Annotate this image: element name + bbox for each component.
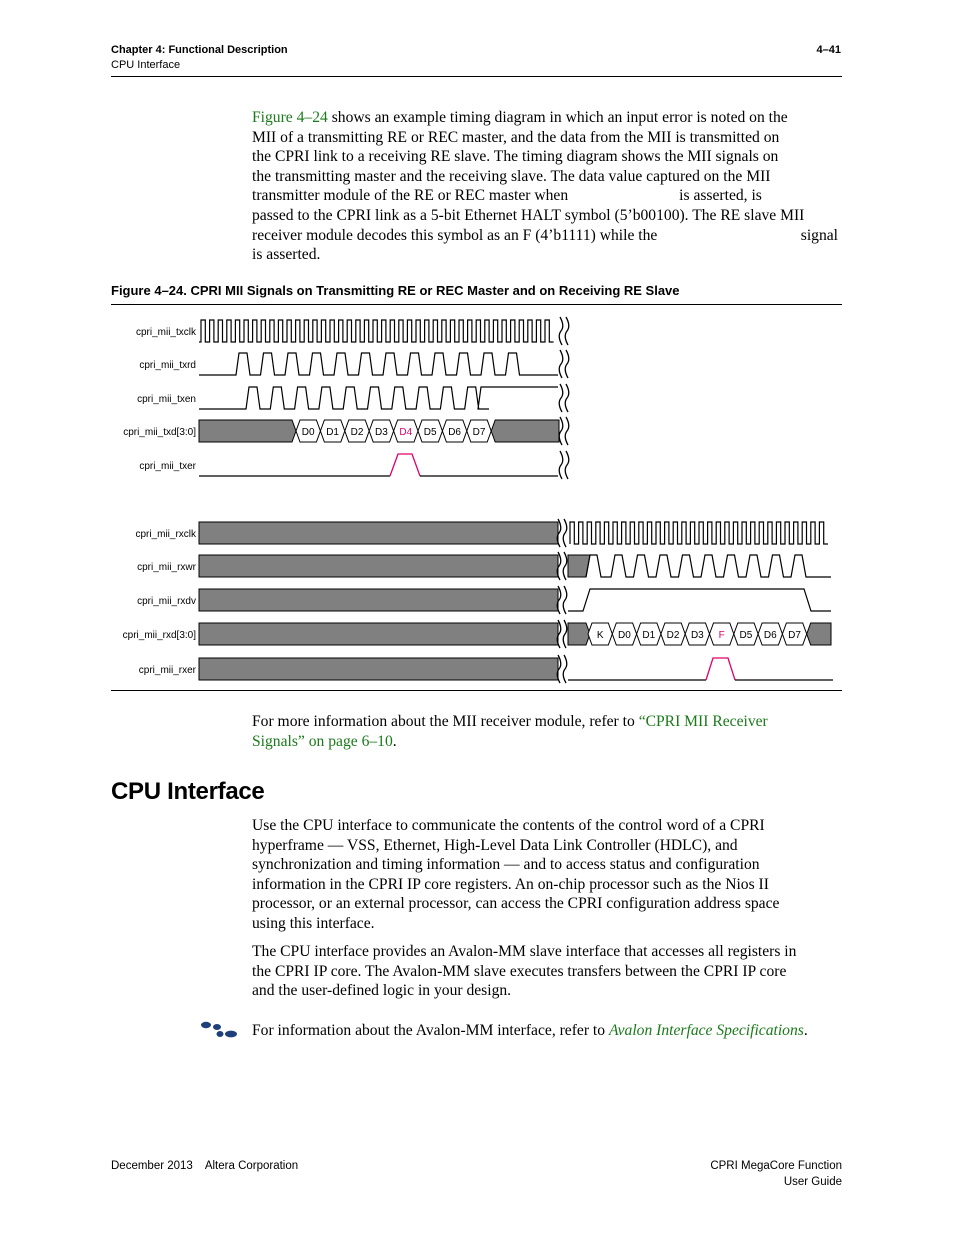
rxd-value-label: D2 — [666, 630, 680, 641]
rxd-idle-start — [568, 623, 590, 645]
rx-break-mark-b — [563, 620, 567, 648]
rx-unknown-region — [199, 589, 558, 611]
txd-idle-end — [491, 420, 559, 442]
figure-bottom-rule — [111, 690, 842, 691]
rxd-value-label: D3 — [690, 630, 704, 641]
avalon-spec-link[interactable]: Avalon Interface Specifications — [608, 1022, 804, 1039]
txd-value-label: D0 — [301, 427, 315, 438]
tx-signal-label: cpri_mii_txd[3:0] — [123, 427, 196, 438]
txd-value-label: D7 — [472, 427, 486, 438]
tx-break-mark-b — [565, 350, 569, 378]
rx-break-mark-b — [563, 519, 567, 547]
rxd-value-label: D7 — [788, 630, 801, 641]
txer-error-pulse — [390, 454, 420, 476]
txrd-waveform — [199, 353, 558, 375]
tx-signal-label: cpri_mii_txer — [139, 461, 196, 472]
rxdv-waveform — [568, 589, 831, 611]
footer-date-company: December 2013 Altera Corporation — [111, 1160, 299, 1172]
header-chapter: Chapter 4: Functional Description — [111, 44, 288, 56]
tx-break-mark-a — [559, 384, 563, 412]
rx-break-mark-b — [563, 655, 567, 683]
rx-unknown-region — [199, 658, 558, 680]
txd-value-label: D4 — [399, 427, 413, 438]
rx-break-mark-b — [563, 586, 567, 614]
txd-idle-start — [199, 420, 296, 442]
tx-break-mark-a — [559, 417, 563, 445]
figure-title: Figure 4–24. CPRI MII Signals on Transmitting RE or REC Master and on Receiving RE Slave — [111, 283, 680, 298]
txclk-waveform — [199, 320, 554, 342]
rxd-value-label: D0 — [618, 630, 631, 641]
rxd-value-label: F — [718, 630, 725, 641]
note-arrows-icon — [200, 1020, 240, 1040]
cpu-paragraph-2: The CPU interface provides an Avalon-MM slave interface that accesses all registers in the CPRI IP core. The Avalon-MM slave executes transfers between the CPRI IP core and the user-defined logic in your design. — [252, 943, 797, 1000]
rx-signal-label: cpri_mii_rxwr — [137, 562, 196, 573]
section-heading: CPU Interface — [111, 778, 265, 805]
rx-signal-label: cpri_mii_rxer — [138, 665, 196, 676]
txd-value-label: D5 — [423, 427, 437, 438]
rxwr-waveform — [586, 555, 831, 577]
tx-signal-label: cpri_mii_txclk — [135, 327, 196, 338]
txd-value-label: D2 — [350, 427, 364, 438]
tx-signal-label: cpri_mii_txrd — [139, 360, 196, 371]
rxd-value-label: K — [596, 630, 604, 641]
rxd-idle-end — [807, 623, 831, 645]
rx-signal-label: cpri_mii_rxclk — [135, 529, 196, 540]
rx-signal-label: cpri_mii_rxd[3:0] — [122, 630, 196, 641]
tx-break-mark-b — [565, 384, 569, 412]
header-section: CPU Interface — [111, 59, 181, 71]
rx-unknown-region — [199, 623, 558, 645]
rx-break-mark-b — [563, 552, 567, 580]
txd-value-label: D1 — [326, 427, 339, 438]
tx-break-mark-a — [559, 317, 563, 345]
txd-value-label: D6 — [448, 427, 461, 438]
receiver-signals-link-cont[interactable]: Signals” on page 6–10 — [252, 732, 393, 750]
rxd-value-label: D1 — [642, 630, 656, 641]
tx-break-mark-b — [565, 317, 569, 345]
tx-signal-label: cpri_mii_txen — [137, 394, 196, 405]
figure-link[interactable]: Figure 4–24 — [252, 109, 328, 126]
receiver-signals-link[interactable]: “CPRI MII Receiver — [638, 713, 768, 730]
rx-unknown-region — [199, 522, 558, 544]
rxd-value-label: D5 — [739, 630, 753, 641]
txen-waveform — [199, 387, 558, 409]
tx-break-mark-a — [559, 451, 563, 479]
note-text: For information about the Avalon-MM interface, refer to Avalon Interface Specifications. — [252, 1022, 808, 1039]
txd-value-label: D3 — [375, 427, 388, 438]
rx-unknown-region — [199, 555, 558, 577]
more-info-paragraph: For more information about the MII receiver module, refer to “CPRI MII Receiver Signals” on page 6–10. — [252, 713, 768, 750]
tx-break-mark-b — [565, 417, 569, 445]
tx-break-mark-b — [565, 451, 569, 479]
rx-signal-label: cpri_mii_rxdv — [137, 596, 196, 607]
header-page-number: 4–41 — [816, 44, 841, 56]
footer-product: CPRI MegaCore Function — [710, 1160, 842, 1172]
rxclk-waveform — [570, 522, 828, 544]
cpu-paragraph-1: Use the CPU interface to communicate the contents of the control word of a CPRI hyperframe — VSS, Ethernet, High-Level Data Link Controller (HDLC), and synchronization and timing information — and to access status and configuration information in the CPRI IP core registers. An on-chip processor such as the Nios II processor, or an external processor, can access the CPRI configuration address space using this interface. — [252, 817, 780, 932]
intro-paragraph: Figure 4–24 shows an example timing diagram in which an input error is noted on the MII of a transmitting RE or REC master, and the data from the MII is transmitted on the CPRI link to a receiving RE slave. The timing diagram shows the MII signals on the transmitting master and the receiving slave. The data value captured on the MII transmitter module of the RE or REC master when is asserted, is passed to the CPRI link as a 5-bit Ethernet HALT symbol (5’b00100). The RE slave MII receiver module decodes this symbol as an F (4’b1111) while the signal is asserted. — [252, 109, 838, 264]
rxer-error-pulse — [706, 658, 735, 680]
footer-doc: User Guide — [783, 1176, 842, 1188]
rxd-value-label: D6 — [763, 630, 777, 641]
tx-break-mark-a — [559, 350, 563, 378]
